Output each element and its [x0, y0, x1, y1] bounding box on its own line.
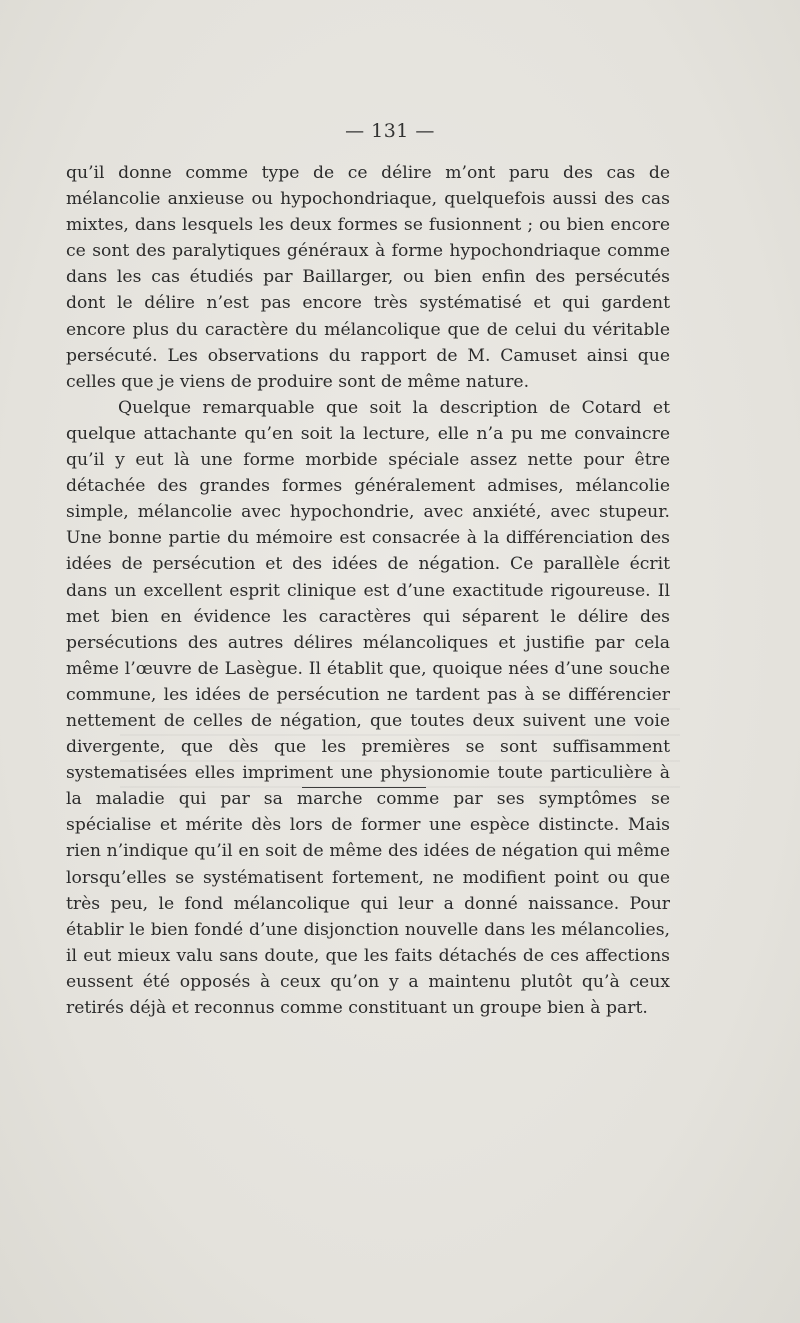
- page-number: — 131 —: [345, 120, 435, 142]
- paragraph-1: qu’il donne comme type de ce délire m’ont paru des cas de mélancolie anxieuse ou hypochondriaque, quelquefois aussi des cas mixtes, dans lesquels les deux formes se fusionnent ; ou bien encore ce sont des paralytiques généraux à forme hypochondriaque comme dans les cas étudiés par Baillarger, ou bien enfin des persécutés dont le délire n’est pas encore très systématisé et qui gardent encore plus du caractère du mélancolique que de celui du véritable persécuté. Les observations du rapport de M. Camuset ainsi que celles que je viens de produire sont de même nature.: [66, 163, 670, 392]
- body-text: [66, 160, 670, 1021]
- paragraph-2: Quelque remarquable que soit la description de Cotard et quelque attachante qu’en soit la lecture, elle n’a pu me convaincre qu’il y eut là une forme morbide spéciale assez nette pour être détachée des grandes formes généralement admises, mélancolie simple, mélancolie avec hypochondrie, avec anxiété, avec stupeur. Une bonne partie du mémoire est consacrée à la différenciation des idées de persécution et des idées de négation. Ce parallèle écrit dans un excellent esprit clinique est d’une exactitude rigoureuse. Il met bien en évidence les caractères qui séparent le délire des persécutions des autres délires mélancoliques et justifie par cela même l’œuvre de Lasègue. Il établit que, quoique nées d’une souche commune, les idées de persécution ne tardent pas à se différencier nettement de celles de négation, que toutes deux suivent une voie divergente, que dès que les premières se sont suffisamment systematisées elles impriment une physionomie toute particulière à la maladie qui par sa marche comme par ses symptômes se spécialise et mérite dès lors de former une espèce distincte. Mais rien n’indique qu’il en soit de même des idées de négation qui même lorsqu’elles se systématisent fortement, ne modifient point ou que très peu, le fond mélancolique qui leur a donné naissance. Pour établir le bien fondé d’une disjonction nouvelle dans les mélancolies, il eut mieux valu sans doute, que les faits détachés de ces affections eussent été opposés à ceux qu’on y a maintenu plutôt qu’à ceux retirés déjà et reconnus comme constituant un groupe bien à part.: [66, 397, 670, 1018]
- section-end-rule: [302, 787, 426, 788]
